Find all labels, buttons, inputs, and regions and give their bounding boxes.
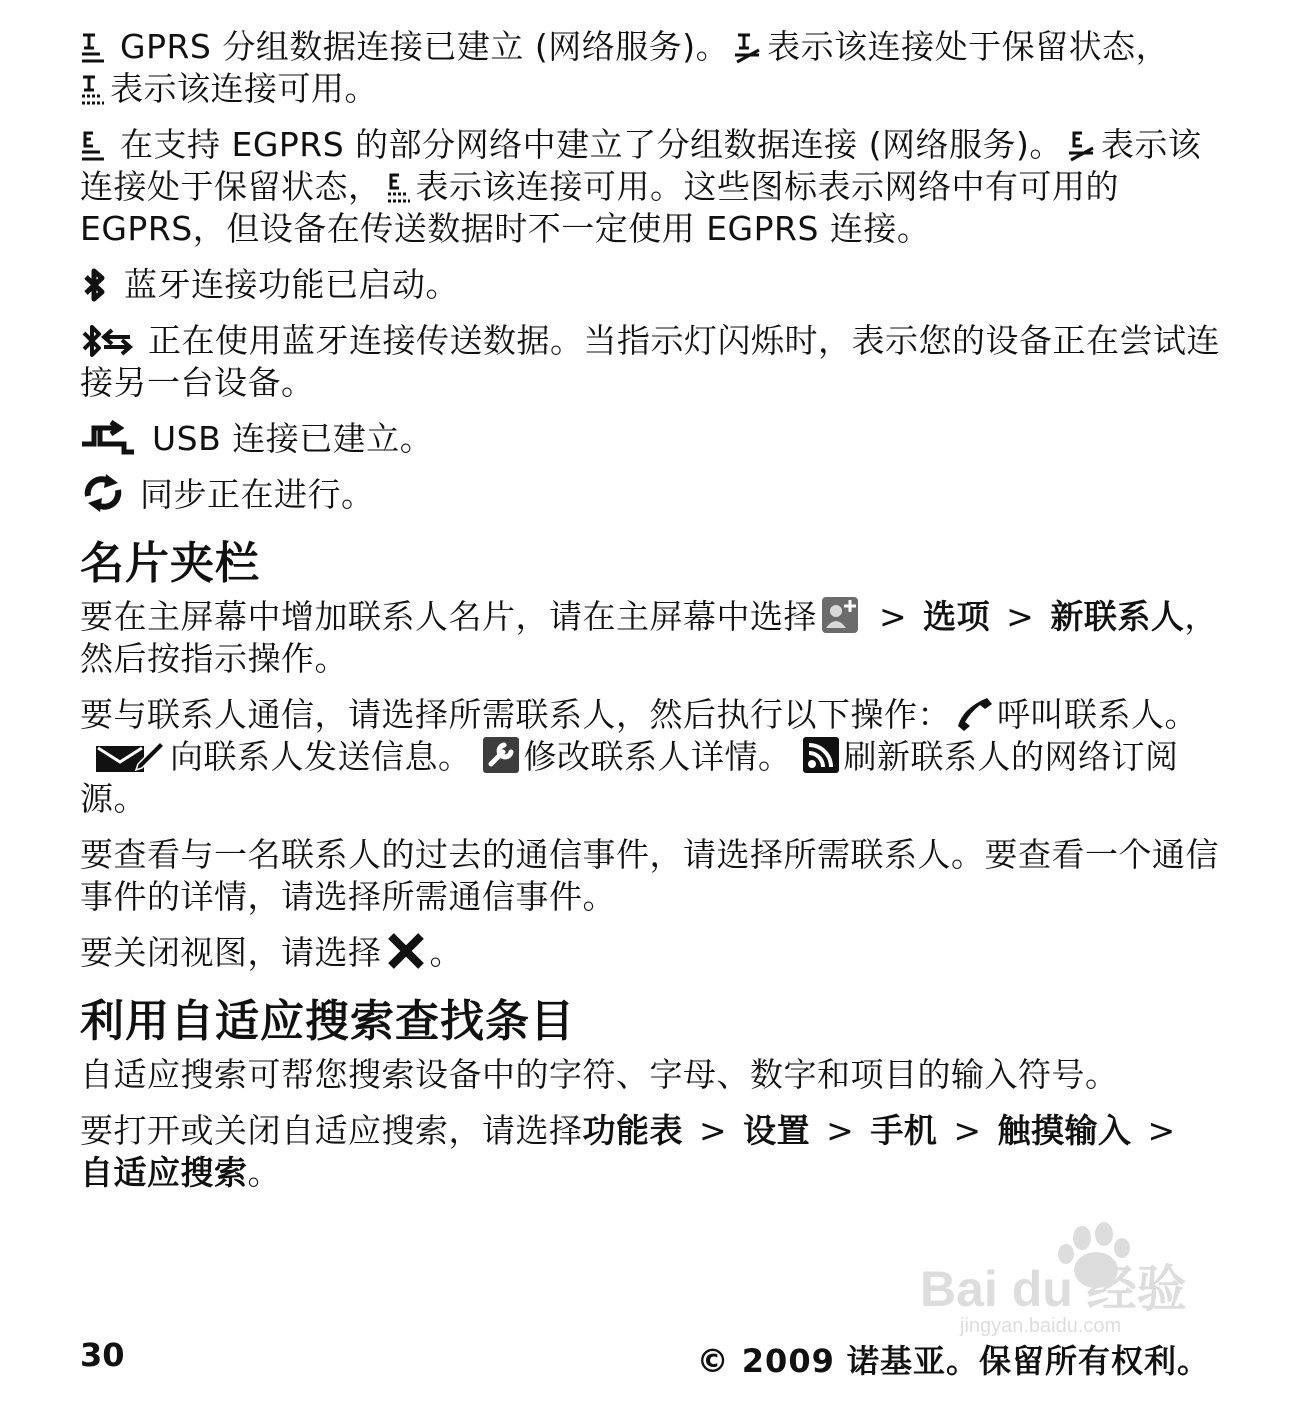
contacts-history-paragraph: 要查看与一名联系人的过去的通信事件，请选择所需联系人。要查看一个通信事件的详情，请选择所需通信事件。 [80, 835, 1219, 916]
adaptive-search-desc: 自适应搜索可帮您搜索设备中的字符、字母、数字和项目的输入符号。 [80, 1055, 1119, 1094]
contacts-add-paragraph: 要在主屏幕中增加联系人名片，请在主屏幕中选择 > 选项 > 新联系人，然后按指示操作。 [80, 597, 1218, 678]
contacts-communicate-paragraph: 要与联系人通信，请选择所需联系人，然后执行以下操作： 呼叫联系人。 向联系人发送信息。 修改联系人详情。 刷新联系人的网络订阅源。 [80, 695, 1198, 818]
egprs-icon [80, 130, 106, 162]
contacts-close-paragraph: 要关闭视图，请选择 。 [80, 933, 463, 972]
adaptive-search-path: 要打开或关闭自适应搜索，请选择功能表 > 设置 > 手机 > 触摸输入 > 自适应搜索。 [80, 1111, 1176, 1192]
bluetooth-icon [80, 268, 110, 302]
usb-paragraph: USB 连接已建立。 [80, 418, 1230, 460]
message-icon [94, 740, 166, 774]
sync-paragraph: 同步正在进行。 [80, 474, 1230, 516]
gprs-available-icon [80, 74, 106, 106]
close-icon [386, 932, 426, 970]
sync-icon [80, 474, 126, 512]
watermark-url: jingyan.baidu.com [960, 1315, 1122, 1336]
gprs-icon [80, 32, 106, 64]
contacts-bar-heading: 名片夹栏 [80, 538, 260, 589]
egprs-paragraph: 在支持 EGPRS 的部分网络中建立了分组数据连接 (网络服务)。 表示该连接处于保留状态， 表示该连接可用。这些图标表示网络中有可用的 EGPRS，但设备在传送数据时不一定使用 EGPRS 连接。 [80, 125, 1202, 248]
rss-feed-icon [802, 736, 840, 774]
copyright: © 2009 诺基亚。保留所有权利。 [696, 1342, 1210, 1380]
baidu-watermark [920, 1218, 1220, 1336]
adaptive-search-section [80, 994, 1230, 1194]
egprs-available-icon [386, 172, 412, 204]
gprs-paragraph: GPRS 分组数据连接已建立 (网络服务)。 表示该连接处于保留状态， 表示该连接可用。 [80, 26, 1230, 110]
bluetooth-transfer-paragraph: 正在使用蓝牙连接传送数据。当指示灯闪烁时，表示您的设备正在尝试连接另一台设备。 [80, 321, 1220, 402]
adaptive-search-heading: 利用自适应搜索查找条目 [80, 996, 575, 1047]
watermark-brand: Bai du 经验 [920, 1261, 1187, 1317]
manual-page [80, 26, 1230, 1208]
wrench-icon [482, 736, 520, 774]
call-icon [955, 696, 993, 732]
bluetooth-paragraph: 蓝牙连接功能已启动。 [80, 264, 1230, 306]
bluetooth-transfer-icon [80, 324, 134, 358]
egprs-hold-icon [1067, 130, 1097, 162]
contacts-bar-section [80, 536, 1230, 974]
page-number: 30 [80, 1336, 125, 1374]
gprs-hold-icon [733, 32, 763, 64]
usb-icon [80, 420, 138, 456]
add-contact-icon [821, 596, 859, 634]
